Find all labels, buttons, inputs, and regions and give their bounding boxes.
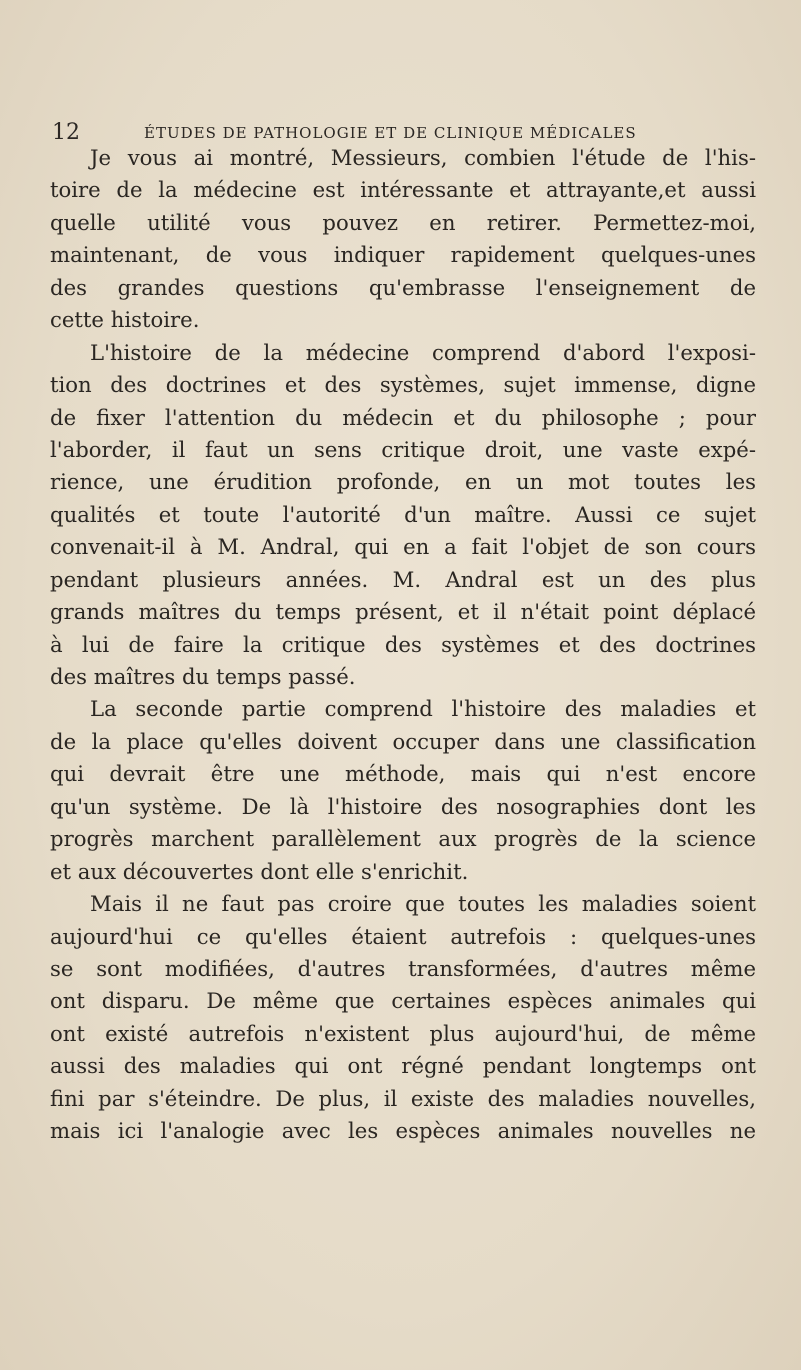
text-line: maintenant, de vous indiquer rapidement quelques-unes: [50, 242, 756, 268]
text-line: aujourd'hui ce qu'elles étaient autrefois : quelques-unes: [50, 923, 756, 949]
text-line: tion des doctrines et des systèmes, sujet immense, digne: [50, 372, 756, 398]
text-line: qui devrait être une méthode, mais qui n'est encore: [50, 761, 756, 787]
text-line: convenait-il à M. Andral, qui en a fait l'objet de son cours: [50, 534, 756, 560]
text-line: ont disparu. De même que certaines espèces animales qui: [50, 988, 756, 1014]
body-text: [50, 142, 756, 1148]
text-line: L'histoire de la médecine comprend d'abord l'exposi-: [90, 339, 756, 365]
text-line: quelle utilité vous pouvez en retirer. Permettez-moi,: [50, 209, 756, 235]
page-number: 12: [52, 120, 80, 145]
text-line: cette histoire.: [50, 307, 200, 333]
text-line: La seconde partie comprend l'histoire des maladies et: [90, 696, 756, 722]
text-line: aussi des maladies qui ont régné pendant longtemps ont: [50, 1053, 756, 1079]
text-line: l'aborder, il faut un sens critique droit, une vaste expé-: [50, 436, 756, 462]
text-line: à lui de faire la critique des systèmes et des doctrines: [50, 631, 756, 657]
running-title: ÉTUDES DE PATHOLOGIE ET DE CLINIQUE MÉDICALES: [144, 124, 637, 142]
text-line: fini par s'éteindre. De plus, il existe des maladies nouvelles,: [50, 1085, 756, 1111]
text-line: des maîtres du temps passé.: [50, 664, 356, 689]
text-line: qualités et toute l'autorité d'un maître. Aussi ce sujet: [50, 501, 756, 527]
text-line: mais ici l'analogie avec les espèces animales nouvelles ne: [50, 1118, 756, 1144]
text-line: de la place qu'elles doivent occuper dans une classification: [50, 728, 756, 754]
text-line: grands maîtres du temps présent, et il n'était point déplacé: [50, 599, 756, 625]
text-line: toire de la médecine est intéressante et attrayante,et aussi: [50, 177, 756, 203]
text-line: Mais il ne faut pas croire que toutes les maladies soient: [90, 891, 756, 917]
text-line: rience, une érudition profonde, en un mot toutes les: [50, 469, 756, 495]
text-line: se sont modifiées, d'autres transformées, d'autres même: [50, 955, 756, 981]
text-line: et aux découvertes dont elle s'enrichit.: [50, 858, 469, 884]
text-line: qu'un système. De là l'histoire des nosographies dont les: [50, 793, 756, 819]
text-line: progrès marchent parallèlement aux progrès de la science: [50, 826, 756, 852]
text-line: des grandes questions qu'embrasse l'enseignement de: [50, 274, 756, 300]
text-line: Je vous ai montré, Messieurs, combien l'étude de l'his-: [90, 145, 756, 170]
text-line: pendant plusieurs années. M. Andral est un des plus: [50, 566, 756, 592]
text-line: ont existé autrefois n'existent plus aujourd'hui, de même: [50, 1020, 756, 1046]
text-line: de fixer l'attention du médecin et du philosophe ; pour: [50, 404, 756, 430]
